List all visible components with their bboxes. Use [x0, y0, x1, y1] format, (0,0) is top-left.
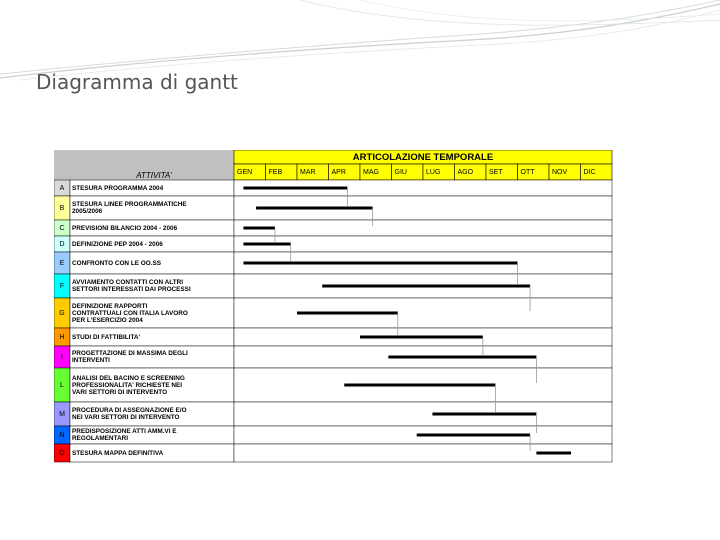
month-label: GEN — [237, 168, 253, 176]
month-label: DIC — [583, 168, 596, 176]
month-label: FEB — [268, 168, 283, 176]
activity-label: DEFINIZIONE RAPPORTI CONTRATTUALI CON ITALIA LAVORO PER L'ESERCIZIO 2004 — [72, 302, 188, 324]
activity-label: DEFINIZIONE PEP 2004 - 2006 — [72, 240, 163, 248]
month-label: APR — [331, 168, 346, 176]
activity-label: AVVIAMENTO CONTATTI CON ALTRI SETTORI INTERESSATI DAI PROCESSI — [72, 279, 191, 293]
activity-letter: B — [59, 204, 65, 212]
activity-label: PREDISPOSIZIONE ATTI AMM.VI E REGOLAMENTARI — [72, 428, 177, 442]
activity-letter: O — [59, 449, 65, 457]
activity-label: PROGETTAZIONE DI MASSIMA DEGLI INTERVENTI — [72, 350, 188, 364]
activity-header: ATTIVITA' — [136, 171, 172, 180]
month-label: OTT — [520, 168, 535, 176]
month-label: MAR — [300, 168, 316, 176]
activity-letter: E — [59, 259, 65, 267]
activity-label: PREVISIONI BILANCIO 2004 - 2006 — [72, 224, 178, 232]
activity-letter: D — [59, 240, 65, 248]
activity-label: ANALISI DEL BACINO E SCREENING PROFESSIONALITA' RICHIESTE NEI VARI SETTORI DI INTERVENTO — [72, 374, 185, 396]
month-label: GIU — [394, 168, 407, 176]
timeline-header: ARTICOLAZIONE TEMPORALE — [352, 152, 494, 163]
activity-timeline-cell — [234, 402, 612, 426]
slide-title: Diagramma di gantt — [36, 70, 238, 94]
activity-label: STESURA MAPPA DEFINITIVA — [72, 449, 164, 457]
activity-letter: A — [59, 184, 65, 192]
activity-label: STESURA PROGRAMMA 2004 — [72, 184, 164, 192]
activity-letter: N — [59, 431, 65, 439]
activity-label: STESURA LINEE PROGRAMMATICHE 2005/2006 — [72, 201, 187, 215]
activity-label: PROCEDURA DI ASSEGNAZIONE E/O NEI VARI SETTORI DI INTERVENTO — [72, 407, 187, 421]
activity-label: STUDI DI FATTIBILITA' — [72, 333, 141, 341]
activity-letter: L — [60, 381, 64, 389]
month-label: SET — [489, 168, 503, 176]
activity-label: CONFRONTO CON LE OO.SS — [72, 259, 162, 267]
activity-letter: F — [59, 282, 65, 290]
month-label: MAG — [363, 168, 379, 176]
month-label: LUG — [426, 168, 441, 176]
activity-letter: H — [59, 333, 65, 341]
activity-letter: G — [59, 309, 65, 317]
month-label: AGO — [457, 168, 474, 176]
activity-letter: I — [61, 353, 63, 361]
activity-letter: C — [59, 224, 65, 232]
month-label: NOV — [552, 168, 568, 176]
activity-timeline-cell — [234, 220, 612, 236]
gantt-chart — [54, 150, 614, 480]
activity-letter: M — [59, 410, 65, 418]
activity-timeline-cell — [234, 298, 612, 328]
